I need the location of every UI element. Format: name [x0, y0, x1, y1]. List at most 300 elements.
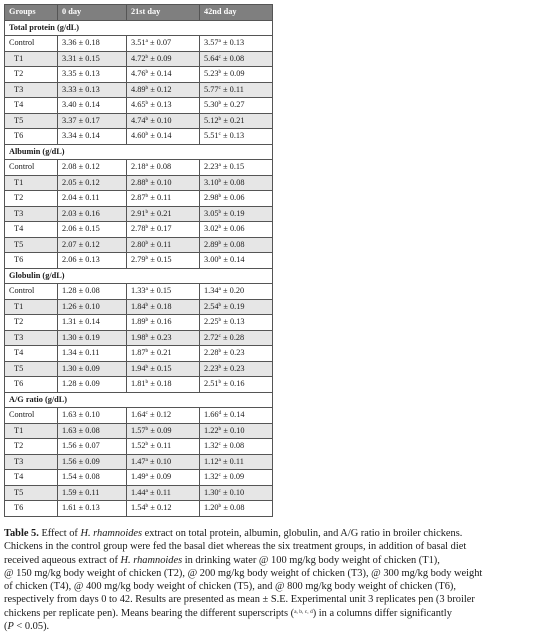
cell-superscript: b [218, 208, 222, 215]
cell-mean: 2.18 [131, 162, 146, 171]
cell-superscript: a [145, 286, 148, 292]
caption-text: extract on total protein, albumin, globulin, and A/G ratio in broiler chickens. [142, 528, 463, 539]
cell-se: ± 0.14 [221, 255, 245, 264]
cell-day-0: 3.40 ± 0.14 [58, 98, 127, 114]
cell-day-42 [200, 284, 273, 300]
cell-day-0: 2.04 ± 0.11 [58, 191, 127, 207]
cell-day-0: 2.06 ± 0.15 [58, 222, 127, 238]
cell-se: ± 0.27 [221, 100, 245, 109]
table-row [5, 222, 273, 238]
cell-mean: 4.89 [131, 84, 146, 94]
section-title: Albumin (g/dL) [5, 144, 273, 160]
section-title: A/G ratio (g/dL) [5, 392, 273, 408]
cell-day-21 [127, 315, 200, 331]
cell-superscript: a [218, 38, 221, 44]
cell-group: T5 [5, 113, 58, 129]
cell-mean: 2.98 [204, 193, 219, 202]
caption-p-symbol: P [7, 621, 14, 633]
cell-day-42 [200, 377, 273, 393]
table-row [5, 51, 273, 67]
cell-mean: 1.30 [204, 487, 219, 497]
cell-se: ± 0.10 [220, 487, 245, 497]
cell-se: ± 0.11 [147, 487, 171, 497]
cell-superscript: c [218, 472, 221, 478]
header-day-0: 0 day [58, 5, 127, 21]
cell-superscript: b [218, 177, 222, 184]
cell-mean: 2.88 [131, 177, 146, 187]
cell-mean: 1.54 [131, 503, 146, 512]
table-row [5, 361, 273, 377]
cell-mean: 2.23 [204, 162, 219, 171]
cell-superscript: c [218, 53, 221, 60]
cell-day-0: 1.56 ± 0.07 [58, 439, 127, 455]
cell-day-42 [200, 315, 273, 331]
cell-superscript: c [218, 441, 221, 447]
cell-superscript: c [218, 332, 221, 339]
cell-mean: 2.72 [204, 332, 219, 342]
table-row [5, 98, 273, 114]
cell-se: ± 0.13 [220, 131, 245, 140]
cell-se: ± 0.20 [220, 286, 245, 295]
table-row [5, 315, 273, 331]
caption-text: Effect of [38, 528, 81, 539]
cell-mean: 1.22 [204, 425, 219, 435]
cell-group: T3 [5, 330, 58, 346]
cell-superscript: b [145, 332, 149, 339]
cell-se: ± 0.08 [221, 177, 245, 187]
table-row [5, 129, 273, 145]
cell-se: ± 0.08 [220, 53, 245, 63]
cell-superscript: a [218, 286, 221, 292]
caption-line [4, 607, 535, 620]
cell-day-21 [127, 330, 200, 346]
cell-se: ± 0.23 [221, 348, 245, 357]
header-groups: Groups [5, 5, 58, 21]
cell-superscript: b [218, 363, 222, 370]
cell-day-0: 3.37 ± 0.17 [58, 113, 127, 129]
cell-day-42 [200, 439, 273, 455]
cell-superscript: b [218, 239, 222, 246]
cell-mean: 3.05 [204, 208, 219, 218]
table-body [5, 20, 273, 516]
cell-day-0: 1.63 ± 0.08 [58, 423, 127, 439]
cell-day-42 [200, 206, 273, 222]
cell-day-21 [127, 377, 200, 393]
cell-day-0: 3.35 ± 0.13 [58, 67, 127, 83]
cell-superscript: b [145, 317, 149, 323]
table-row [5, 377, 273, 393]
cell-se: ± 0.11 [220, 84, 244, 94]
table-row [5, 501, 273, 517]
cell-day-42 [200, 191, 273, 207]
cell-se: ± 0.10 [148, 177, 172, 187]
cell-superscript: b [145, 84, 149, 91]
caption-text: ) in a columns differ significantly [312, 607, 452, 619]
cell-group: T5 [5, 361, 58, 377]
cell-mean: 1.66 [204, 410, 219, 419]
cell-day-42 [200, 361, 273, 377]
cell-se: ± 0.21 [221, 115, 245, 125]
cell-superscript: b [218, 224, 222, 230]
cell-se: ± 0.12 [148, 503, 172, 512]
cell-day-42 [200, 113, 273, 129]
cell-superscript: a [145, 162, 148, 168]
cell-day-21 [127, 129, 200, 145]
cell-se: ± 0.14 [148, 131, 172, 140]
cell-superscript: b [218, 301, 222, 308]
cell-day-0: 1.56 ± 0.09 [58, 454, 127, 470]
cell-superscript: c [218, 487, 221, 494]
cell-se: ± 0.08 [221, 239, 245, 249]
cell-day-42 [200, 346, 273, 362]
cell-superscript: b [218, 100, 222, 106]
cell-day-21 [127, 501, 200, 517]
cell-superscript: c [218, 131, 221, 137]
cell-mean: 2.25 [204, 317, 219, 326]
header-day-21: 21st day [127, 5, 200, 21]
caption-line [4, 527, 535, 540]
cell-day-0: 2.03 ± 0.16 [58, 206, 127, 222]
cell-superscript: a [145, 38, 148, 44]
cell-se: ± 0.09 [220, 472, 245, 481]
cell-day-0: 1.34 ± 0.11 [58, 346, 127, 362]
cell-superscript: b [218, 379, 222, 385]
table-row [5, 346, 273, 362]
cell-se: ± 0.17 [148, 224, 172, 233]
cell-se: ± 0.14 [148, 69, 172, 78]
section-row [5, 392, 273, 408]
cell-day-42 [200, 330, 273, 346]
cell-group: Control [5, 36, 58, 52]
cell-se: ± 0.23 [148, 332, 172, 342]
table-row [5, 191, 273, 207]
cell-superscript: b [145, 69, 149, 75]
table-row [5, 299, 273, 315]
section-title: Total protein (g/dL) [5, 20, 273, 36]
cell-day-21 [127, 361, 200, 377]
cell-day-21 [127, 253, 200, 269]
cell-group: T3 [5, 206, 58, 222]
cell-group: T6 [5, 129, 58, 145]
cell-se: ± 0.23 [221, 363, 245, 373]
cell-se: ± 0.21 [148, 208, 172, 218]
cell-superscript: b [218, 69, 222, 75]
cell-day-42 [200, 160, 273, 176]
cell-superscript: b [145, 224, 149, 230]
cell-day-42 [200, 253, 273, 269]
cell-superscript: b [145, 53, 149, 60]
cell-mean: 2.78 [131, 224, 146, 233]
cell-mean: 4.76 [131, 69, 146, 78]
cell-day-42 [200, 501, 273, 517]
cell-day-0: 1.31 ± 0.14 [58, 315, 127, 331]
cell-group: T2 [5, 439, 58, 455]
cell-group: T3 [5, 82, 58, 98]
cell-se: ± 0.09 [148, 53, 172, 63]
cell-day-0: 3.34 ± 0.14 [58, 129, 127, 145]
cell-day-21 [127, 408, 200, 424]
cell-mean: 1.44 [131, 487, 146, 497]
table-row [5, 330, 273, 346]
cell-mean: 1.89 [131, 317, 146, 326]
cell-superscript: a [218, 162, 221, 168]
cell-se: ± 0.12 [148, 84, 172, 94]
table-row [5, 237, 273, 253]
cell-superscript: a [145, 487, 148, 494]
cell-day-21 [127, 299, 200, 315]
cell-group: T6 [5, 501, 58, 517]
cell-mean: 1.84 [131, 301, 146, 311]
cell-day-0: 1.63 ± 0.10 [58, 408, 127, 424]
cell-day-0: 1.28 ± 0.09 [58, 377, 127, 393]
cell-superscript: b [145, 348, 149, 354]
cell-se: ± 0.10 [148, 115, 172, 125]
cell-mean: 3.57 [204, 38, 219, 47]
cell-se: ± 0.18 [148, 379, 172, 388]
cell-se: ± 0.16 [221, 379, 245, 388]
cell-se: ± 0.11 [148, 239, 172, 249]
cell-mean: 2.28 [204, 348, 219, 357]
cell-superscript: a [145, 456, 148, 463]
cell-superscript: d [218, 410, 222, 416]
table-row [5, 160, 273, 176]
cell-day-42 [200, 36, 273, 52]
cell-mean: 4.65 [131, 100, 146, 109]
cell-group: T5 [5, 237, 58, 253]
table-row [5, 485, 273, 501]
cell-mean: 3.00 [204, 255, 219, 264]
table-row [5, 284, 273, 300]
cell-day-42 [200, 470, 273, 486]
cell-group: T1 [5, 175, 58, 191]
table-row [5, 82, 273, 98]
cell-day-0: 2.07 ± 0.12 [58, 237, 127, 253]
cell-mean: 2.80 [131, 239, 146, 249]
cell-mean: 1.52 [131, 441, 146, 450]
cell-se: ± 0.13 [148, 100, 172, 109]
cell-se: ± 0.14 [221, 410, 245, 419]
cell-group: T6 [5, 377, 58, 393]
cell-se: ± 0.12 [147, 410, 172, 419]
cell-mean: 1.32 [204, 441, 219, 450]
cell-group: Control [5, 284, 58, 300]
cell-mean: 1.12 [204, 456, 219, 466]
table-row [5, 470, 273, 486]
caption-line: respectively from days 0 to 42. Results are presented as mean ± S.E. Experimental unit 3 replicates pen (3 broiler [4, 594, 475, 606]
cell-group: T1 [5, 51, 58, 67]
cell-day-21 [127, 82, 200, 98]
cell-day-21 [127, 113, 200, 129]
cell-day-42 [200, 485, 273, 501]
cell-superscript: b [145, 208, 149, 215]
cell-superscript: c [218, 84, 221, 91]
cell-mean: 2.89 [204, 239, 219, 249]
cell-group: Control [5, 160, 58, 176]
cell-day-21 [127, 51, 200, 67]
cell-mean: 3.02 [204, 224, 219, 233]
cell-superscript: b [145, 503, 149, 509]
cell-mean: 1.20 [204, 503, 219, 512]
cell-day-42 [200, 408, 273, 424]
cell-se: ± 0.13 [221, 317, 245, 326]
cell-se: ± 0.10 [221, 425, 245, 435]
cell-mean: 2.23 [204, 363, 219, 373]
cell-day-42 [200, 175, 273, 191]
caption-text: in drinking water @ 100 mg/kg body weight of chicken (T1), [182, 554, 440, 566]
cell-mean: 2.79 [131, 255, 146, 264]
header-day-42: 42nd day [200, 5, 273, 21]
cell-mean: 5.23 [204, 69, 219, 78]
cell-se: ± 0.08 [220, 441, 245, 450]
cell-day-0: 1.26 ± 0.10 [58, 299, 127, 315]
cell-superscript: c [145, 410, 148, 416]
cell-mean: 2.91 [131, 208, 146, 218]
cell-se: ± 0.09 [148, 425, 172, 435]
caption-text: chickens per replicate pen). Means bearing the different superscripts ( [4, 607, 295, 619]
header-row [5, 5, 273, 21]
cell-day-42 [200, 299, 273, 315]
table-caption [4, 527, 535, 633]
cell-day-0: 1.59 ± 0.11 [58, 485, 127, 501]
cell-mean: 2.54 [204, 301, 219, 311]
cell-superscript: b [145, 363, 149, 370]
cell-superscript: b [218, 115, 222, 122]
table-row [5, 113, 273, 129]
cell-day-21 [127, 160, 200, 176]
cell-day-0: 1.54 ± 0.08 [58, 470, 127, 486]
table-row [5, 253, 273, 269]
caption-text: < 0.05). [13, 621, 50, 633]
cell-superscript: b [218, 193, 222, 199]
cell-day-0: 1.28 ± 0.08 [58, 284, 127, 300]
caption-label: Table 5. [4, 528, 39, 539]
cell-mean: 2.87 [131, 193, 146, 202]
caption-superscripts: a, b, c, d [294, 608, 313, 615]
cell-mean: 2.51 [204, 379, 219, 388]
caption-line: of chicken (T4), @ 400 mg/kg body weight of chicken (T5), and @ 800 mg/kg body weight of chicken (T6), [4, 581, 456, 593]
cell-group: T2 [5, 315, 58, 331]
cell-superscript: b [145, 239, 149, 246]
cell-superscript: b [218, 503, 222, 509]
cell-day-0: 1.30 ± 0.09 [58, 361, 127, 377]
cell-day-42 [200, 67, 273, 83]
cell-day-42 [200, 51, 273, 67]
cell-group: T4 [5, 222, 58, 238]
cell-mean: 1.64 [131, 410, 146, 419]
cell-group: T4 [5, 346, 58, 362]
cell-se: ± 0.11 [148, 441, 172, 450]
cell-mean: 5.12 [204, 115, 219, 125]
cell-se: ± 0.08 [147, 162, 172, 171]
table-row [5, 408, 273, 424]
cell-se: ± 0.21 [148, 348, 172, 357]
cell-superscript: b [218, 425, 222, 432]
cell-group: T4 [5, 470, 58, 486]
cell-day-21 [127, 470, 200, 486]
results-table [4, 4, 273, 517]
cell-mean: 5.64 [204, 53, 219, 63]
cell-se: ± 0.15 [147, 286, 172, 295]
cell-mean: 3.51 [131, 38, 146, 47]
cell-se: ± 0.06 [221, 193, 245, 202]
cell-day-0: 3.33 ± 0.13 [58, 82, 127, 98]
table-row [5, 454, 273, 470]
cell-day-21 [127, 485, 200, 501]
cell-mean: 1.81 [131, 379, 146, 388]
cell-day-0: 1.61 ± 0.13 [58, 501, 127, 517]
section-row [5, 20, 273, 36]
cell-mean: 1.87 [131, 348, 146, 357]
cell-day-42 [200, 98, 273, 114]
cell-mean: 1.34 [204, 286, 219, 295]
cell-mean: 1.98 [131, 332, 146, 342]
caption-line [4, 554, 535, 567]
cell-se: ± 0.06 [221, 224, 245, 233]
cell-mean: 1.94 [131, 363, 146, 373]
cell-superscript: a [218, 456, 221, 463]
cell-group: T6 [5, 253, 58, 269]
cell-group: T3 [5, 454, 58, 470]
section-title: Globulin (g/dL) [5, 268, 273, 284]
cell-day-42 [200, 222, 273, 238]
cell-superscript: b [218, 348, 222, 354]
cell-group: T1 [5, 423, 58, 439]
cell-day-21 [127, 36, 200, 52]
cell-mean: 4.60 [131, 131, 146, 140]
cell-day-42 [200, 454, 273, 470]
cell-superscript: b [145, 255, 149, 261]
cell-superscript: b [145, 100, 149, 106]
cell-day-0: 2.06 ± 0.13 [58, 253, 127, 269]
cell-day-42 [200, 423, 273, 439]
cell-day-0: 3.31 ± 0.15 [58, 51, 127, 67]
cell-mean: 5.51 [204, 131, 219, 140]
cell-day-21 [127, 346, 200, 362]
cell-group: Control [5, 408, 58, 424]
cell-se: ± 0.08 [221, 503, 245, 512]
cell-superscript: b [145, 441, 149, 447]
cell-mean: 3.10 [204, 177, 219, 187]
cell-day-21 [127, 439, 200, 455]
cell-day-21 [127, 454, 200, 470]
cell-day-0: 2.05 ± 0.12 [58, 175, 127, 191]
cell-group: T4 [5, 98, 58, 114]
cell-day-21 [127, 191, 200, 207]
cell-day-21 [127, 284, 200, 300]
cell-day-21 [127, 423, 200, 439]
cell-mean: 1.49 [131, 472, 146, 481]
cell-superscript: b [145, 115, 149, 122]
cell-se: ± 0.15 [148, 363, 172, 373]
cell-se: ± 0.11 [220, 456, 244, 466]
cell-day-21 [127, 67, 200, 83]
cell-mean: 5.30 [204, 100, 219, 109]
cell-se: ± 0.15 [148, 255, 172, 264]
cell-superscript: b [145, 301, 149, 308]
cell-mean: 1.33 [131, 286, 146, 295]
cell-day-0: 3.36 ± 0.18 [58, 36, 127, 52]
caption-line: Chickens in the control group were fed the basal diet whereas the six treatment groups, in addition of basal diet [4, 541, 467, 553]
cell-day-42 [200, 129, 273, 145]
caption-line: @ 150 mg/kg body weight of chicken (T2), @ 200 mg/kg body weight of chicken (T3), @ 300 mg/kg body weight [4, 567, 483, 579]
caption-species: H. rhamnoides [80, 528, 143, 539]
cell-group: T5 [5, 485, 58, 501]
section-row [5, 144, 273, 160]
cell-se: ± 0.15 [220, 162, 245, 171]
cell-mean: 4.72 [131, 53, 146, 63]
cell-mean: 1.32 [204, 472, 219, 481]
cell-mean: 4.74 [131, 115, 146, 125]
